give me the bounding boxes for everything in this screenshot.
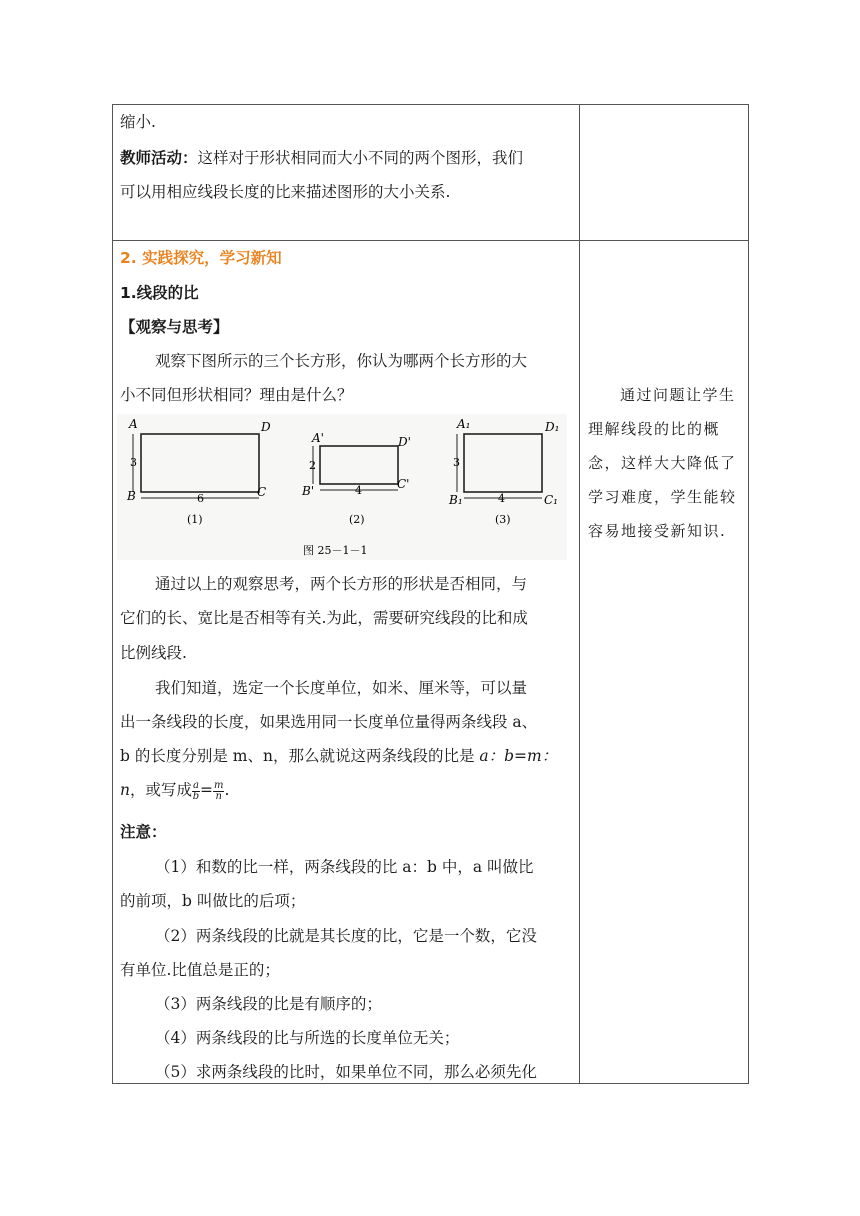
width-label: 4 — [498, 492, 505, 505]
paragraph-text: 它们的长、宽比是否相等有关.为此，需要研究线段的比和成 — [120, 609, 528, 627]
equals-sign: = — [199, 781, 213, 799]
note-heading: 注意： — [120, 823, 167, 841]
section-heading: 2. 实践探究，学习新知 — [120, 249, 282, 267]
table-border-right — [748, 104, 749, 1084]
note-item: （4）两条线段的比与所选的长度单位无关； — [155, 1029, 460, 1047]
width-label: 4 — [355, 484, 362, 497]
figure-caption: 图 25－1－1 — [303, 544, 368, 557]
sidebar-note: 学习难度，学生能较 — [588, 488, 737, 506]
note-item: （2）两条线段的比就是其长度的比，它是一个数，它没 — [155, 927, 537, 945]
note-item: （5）求两条线段的比时，如果单位不同，那么必须先化 — [155, 1063, 537, 1081]
teacher-activity-label: 教师活动： — [120, 149, 198, 167]
label-b: B — [127, 489, 136, 503]
fraction-m-n — [213, 781, 224, 802]
paragraph-text — [120, 780, 229, 802]
text-line: 缩小. — [120, 113, 156, 131]
label-b: B' — [302, 484, 315, 498]
paragraph-text: 出一条线段的长度，如果选用同一长度单位量得两条线段 a、 — [120, 713, 538, 731]
paragraph-fragment: ，或写成 — [129, 781, 192, 799]
figure-label: (3) — [495, 513, 511, 526]
figure-label: (1) — [187, 513, 203, 526]
note-item: （1）和数的比一样，两条线段的比 a：b 中，a 叫做比 — [155, 858, 534, 876]
label-c: C — [257, 485, 267, 499]
teacher-activity-text: 这样对于形状相同而大小不同的两个图形，我们 — [197, 149, 524, 167]
ratio-formula: a：b=m： — [479, 747, 558, 765]
period: . — [224, 781, 230, 799]
label-c: C' — [397, 477, 410, 491]
question-text: 观察下图所示的三个长方形，你认为哪两个长方形的大 — [155, 352, 528, 370]
fraction-denominator: b — [192, 790, 200, 802]
paragraph-text: 通过以上的观察思考，两个长方形的形状是否相同，与 — [155, 575, 528, 593]
height-label: 3 — [453, 456, 460, 469]
paragraph-text: 比例线段. — [120, 644, 187, 662]
label-a: A — [129, 417, 138, 431]
table-border-left — [112, 104, 113, 1084]
note-item: 有单位.比值总是正的； — [120, 961, 280, 979]
formula-n: n — [120, 781, 130, 799]
label-b: B₁ — [449, 493, 463, 507]
label-a: A₁ — [457, 417, 471, 431]
sidebar-note: 理解线段的比的概 — [588, 420, 721, 438]
table-border-top — [112, 104, 749, 105]
height-label: 3 — [130, 456, 137, 469]
sidebar-note: 通过问题让学生 — [620, 386, 736, 404]
table-border-bottom — [112, 1083, 749, 1084]
figure-label: (2) — [349, 513, 365, 526]
paragraph-fragment: b 的长度分别是 m、n，那么就说这两条线段的比是 — [120, 747, 480, 765]
label-c: C₁ — [544, 493, 558, 507]
fraction-numerator: a — [193, 779, 199, 791]
paragraph-text — [120, 746, 557, 766]
row-divider — [112, 240, 749, 241]
sidebar-note: 念，这样大大降低了 — [588, 454, 737, 472]
question-text: 小不同但形状相同？理由是什么？ — [120, 386, 353, 404]
note-item: （3）两条线段的比是有顺序的； — [155, 995, 382, 1013]
paragraph-text: 我们知道，选定一个长度单位，如米、厘米等，可以量 — [155, 679, 528, 697]
fraction-numerator: m — [213, 779, 224, 791]
height-label: 2 — [309, 459, 316, 472]
fraction-a-b — [192, 781, 200, 802]
teacher-activity — [120, 148, 523, 168]
label-d: D — [261, 420, 271, 434]
rectangles-figure — [117, 414, 567, 560]
label-a: A' — [312, 431, 324, 445]
column-divider — [579, 104, 580, 1084]
label-d: D₁ — [545, 420, 560, 434]
width-label: 6 — [197, 492, 204, 505]
text-line: 可以用相应线段长度的比来描述图形的大小关系. — [120, 183, 451, 201]
observe-heading: 【观察与思考】 — [120, 318, 229, 336]
note-item: 的前项，b 叫做比的后项； — [120, 892, 306, 910]
sub-heading: 1.线段的比 — [120, 284, 199, 302]
sidebar-note: 容易地接受新知识. — [588, 522, 727, 540]
fraction-denominator: n — [215, 790, 222, 802]
label-d: D' — [398, 435, 411, 449]
